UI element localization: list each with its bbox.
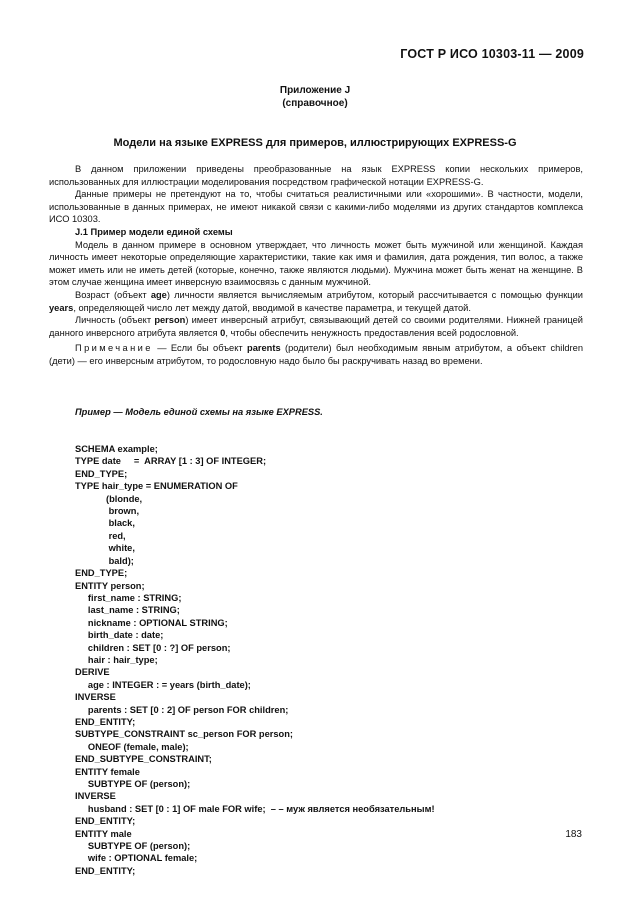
paragraph-person: Личность (объект person) имеет инверсный атрибут, связывающий детей со своими родителями. Нижней границей данного инверсного атрибута является 0, чтобы обеспечить ненужность предоставления всей родословной. <box>49 315 583 338</box>
code-line: bald); <box>75 555 134 566</box>
code-line: END_SUBTYPE_CONSTRAINT; <box>75 754 212 765</box>
code-line: SUBTYPE OF (person); <box>75 779 191 789</box>
term-parents: parents <box>247 343 281 354</box>
subsection-heading: J.1 Пример модели единой схемы <box>75 226 233 237</box>
code-line: ENTITY male <box>75 828 132 839</box>
code-line: TYPE date = ARRAY [1 : 3] OF INTEGER; <box>75 456 267 467</box>
paragraph-disclaimer: Данные примеры не претендуют на то, чтобы считаться реалистичными или «хорошими». В частности, модели, использованные в данных примерах, не имеют никакой связи с какими-либо моделями из других стандартов комплекса ИСО 10303. <box>49 189 583 225</box>
page-number: 183 <box>565 829 582 840</box>
code-line: (blonde, <box>75 493 143 504</box>
code-line: white, <box>75 543 135 554</box>
code-line: END_ENTITY; <box>75 865 136 876</box>
code-line: children : SET [0 : ?] OF person; <box>75 642 231 653</box>
code-line: ENTITY female <box>75 766 140 777</box>
code-line: END_TYPE; <box>75 468 128 479</box>
code-line: DERIVE <box>75 667 110 678</box>
term-person: person <box>154 315 186 326</box>
code-line: END_TYPE; <box>75 568 128 579</box>
code-line: red, <box>75 530 126 541</box>
code-line: brown, <box>75 506 140 517</box>
annex-subtitle: (справочное) <box>282 98 348 109</box>
body-text <box>49 163 583 368</box>
code-line: SUBTYPE_CONSTRAINT sc_person FOR person; <box>75 729 293 740</box>
code-line: hair : hair_type; <box>75 654 158 665</box>
paragraph-intro: В данном приложении приведены преобразованные на язык EXPRESS копии нескольких примеров, использованных для иллюстрации моделирования посредством графической нотации EXPRESS-G. <box>49 164 583 187</box>
code-listing <box>75 443 435 877</box>
code-line: ENTITY person; <box>75 580 145 591</box>
code-line: SUBTYPE OF (person); <box>75 841 191 852</box>
term-age: age <box>150 289 167 300</box>
code-line: nickname : OPTIONAL STRING; <box>75 617 228 628</box>
note-label: Примечание <box>75 343 153 354</box>
document-header: ГОСТ Р ИСО 10303-11 — 2009 <box>400 47 584 61</box>
code-line: husband : SET [0 : 1] OF male FOR wife; – – муж является необязательным! <box>75 803 435 814</box>
code-line: ONEOF (female, male); <box>75 741 189 752</box>
code-line: age : INTEGER : = years (birth_date); <box>75 679 251 690</box>
code-example <box>75 381 435 890</box>
code-line: wife : OPTIONAL female; <box>75 853 198 864</box>
example-heading: Пример — Модель единой схемы на языке EXPRESS. <box>75 406 323 417</box>
code-line: birth_date : date; <box>75 630 164 641</box>
code-line: END_ENTITY; <box>75 716 136 727</box>
code-line: INVERSE <box>75 692 116 703</box>
code-line: parents : SET [0 : 2] OF person FOR children; <box>75 704 289 715</box>
note: Примечание — Если бы объект parents (родители) был необходимым явным атрибутом, а объект children (дети) — его инверсным атрибутом, то родословную надо было бы раскручивать назад во времени. <box>49 343 583 366</box>
code-line: last_name : STRING; <box>75 605 180 616</box>
code-line: first_name : STRING; <box>75 592 182 603</box>
code-line: TYPE hair_type = ENUMERATION OF <box>75 481 238 492</box>
term-years: years <box>49 302 74 313</box>
annex-title: Приложение J <box>279 85 351 96</box>
paragraph-age: Возраст (объект age) личности является вычисляемым атрибутом, который рассчитывается с помощью функции years, определяющей число лет между датой, вводимой в качестве параметра, и текущей датой. <box>49 289 584 313</box>
section-title: Модели на языке EXPRESS для примеров, иллюстрирующих EXPRESS-G <box>113 137 517 149</box>
code-line: black, <box>75 518 135 529</box>
code-line: END_ENTITY; <box>75 816 136 827</box>
code-line: INVERSE <box>75 791 116 802</box>
paragraph-model-description: Модель в данном примере в основном утверждает, что личность может быть мужчиной или женщиной. Каждая личность имеет некоторые определяющие характеристики, такие как имя и фамилия, дата рождения, тип волос, а также может иметь или не иметь детей (которые, конечно, также являются людьми). Мужчина может быть женат на женщине. В этом случае женщина имеет инверсную взаимосвязь с данным мужчиной. <box>49 239 583 288</box>
term-zero: 0 <box>220 327 226 338</box>
code-line: SCHEMA example; <box>75 444 158 455</box>
